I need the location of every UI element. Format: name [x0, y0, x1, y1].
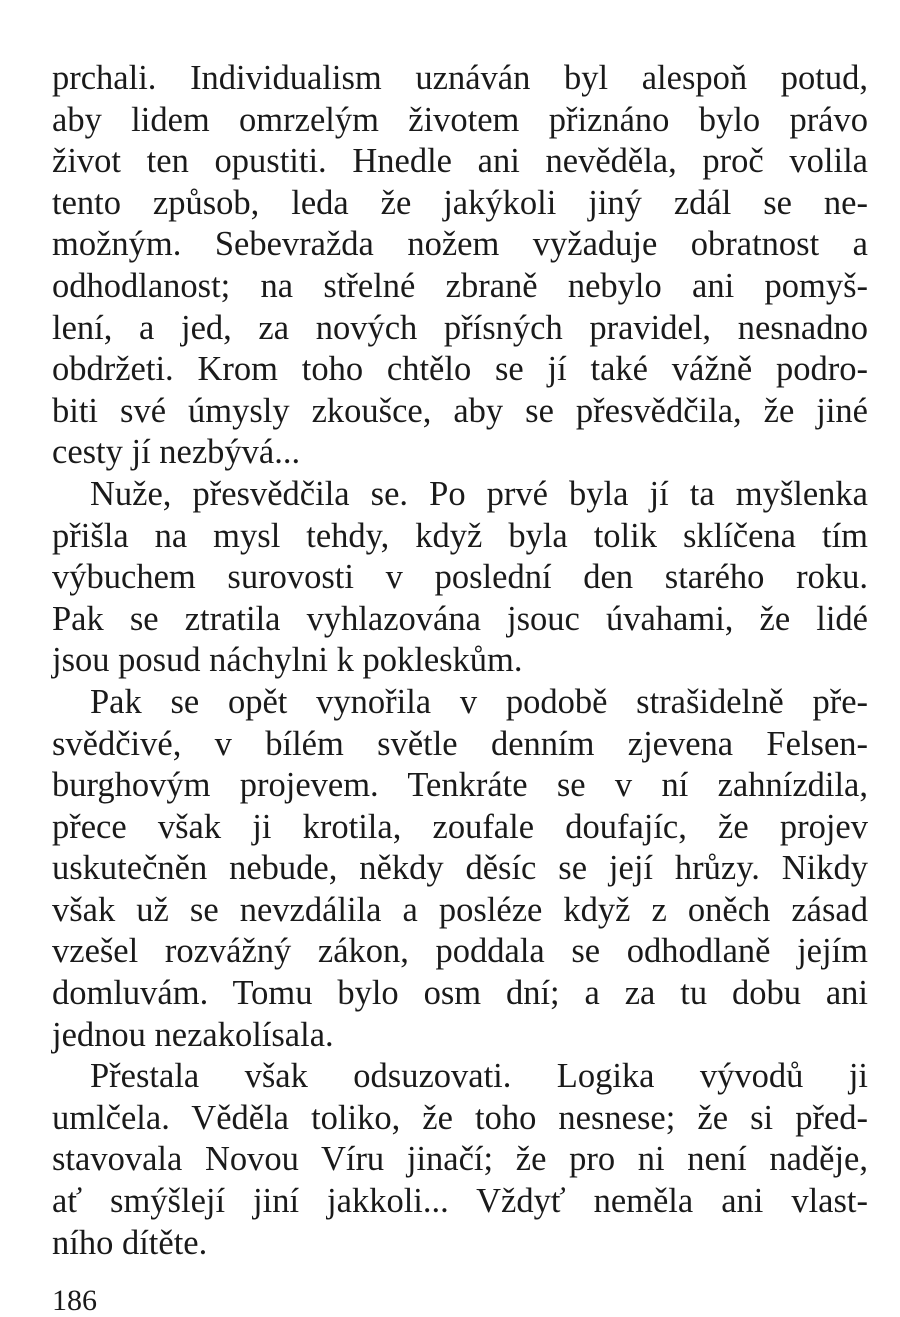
text-line: vzešel rozvážný zákon, poddala se odhodlaně jejím — [52, 932, 868, 971]
book-page-text — [52, 58, 868, 1264]
text-line: stavovala Novou Víru jinačí; že pro ni není naděje, — [52, 1140, 868, 1179]
text-line: jednou nezakolísala. — [52, 1015, 334, 1054]
text-line: Nuže, přesvědčila se. Po prvé byla jí ta myšlenka — [90, 474, 868, 513]
text-line: Přestala však odsuzovati. Logika vývodů ji — [90, 1057, 868, 1096]
text-line: Pak se ztratila vyhlazována jsouc úvahami, že lidé — [52, 599, 868, 638]
paragraph-3 — [52, 682, 868, 1056]
text-line: jsou posud náchylni k pokleskům. — [52, 641, 523, 680]
text-line: však už se nevzdálila a posléze když z oněch zásad — [52, 890, 868, 929]
text-line: uskutečněn nebude, někdy děsíc se její hrůzy. Nikdy — [52, 849, 868, 888]
text-line: výbuchem surovosti v poslední den starého roku. — [52, 558, 868, 597]
page-number: 186 — [52, 1284, 97, 1317]
text-line: burghovým projevem. Tenkráte se v ní zahnízdila, — [52, 766, 868, 805]
text-line: aby lidem omrzelým životem přiznáno bylo právo — [52, 100, 868, 139]
paragraph-1 — [52, 58, 868, 474]
text-line: biti své úmysly zkoušce, aby se přesvědčila, že jiné — [52, 391, 868, 430]
paragraph-2 — [52, 474, 868, 682]
text-line: ať smýšlejí jiní jakkoli... Vždyť neměla ani vlast- — [52, 1182, 868, 1221]
text-line: ního dítěte. — [52, 1223, 208, 1262]
text-line: odhodlanost; na střelné zbraně nebylo ani pomyš- — [52, 266, 868, 305]
text-line: život ten opustiti. Hnedle ani nevěděla, proč volila — [52, 142, 868, 181]
text-line: obdržeti. Krom toho chtělo se jí také vážně podro- — [52, 350, 868, 389]
paragraph-4 — [52, 1056, 868, 1264]
text-line: svědčivé, v bílém světle denním zjevena Felsen- — [52, 724, 868, 763]
text-line: lení, a jed, za nových přísných pravidel, nesnadno — [52, 308, 868, 347]
text-line: domluvám. Tomu bylo osm dní; a za tu dobu ani — [52, 974, 868, 1013]
text-line: prchali. Individualism uznáván byl alespoň potud, — [52, 59, 868, 97]
text-line: Pak se opět vynořila v podobě strašidelně pře- — [90, 682, 868, 721]
text-line: přišla na mysl tehdy, když byla tolik sklíčena tím — [52, 516, 868, 555]
text-line: přece však ji krotila, zoufale doufajíc, že projev — [52, 807, 868, 846]
text-line: umlčela. Věděla toliko, že toho nesnese; že si před- — [52, 1098, 868, 1137]
text-line: cesty jí nezbývá... — [52, 433, 301, 472]
text-line: tento způsob, leda že jakýkoli jiný zdál se ne- — [52, 183, 868, 222]
text-line: možným. Sebevražda nožem vyžaduje obratnost a — [52, 225, 868, 264]
